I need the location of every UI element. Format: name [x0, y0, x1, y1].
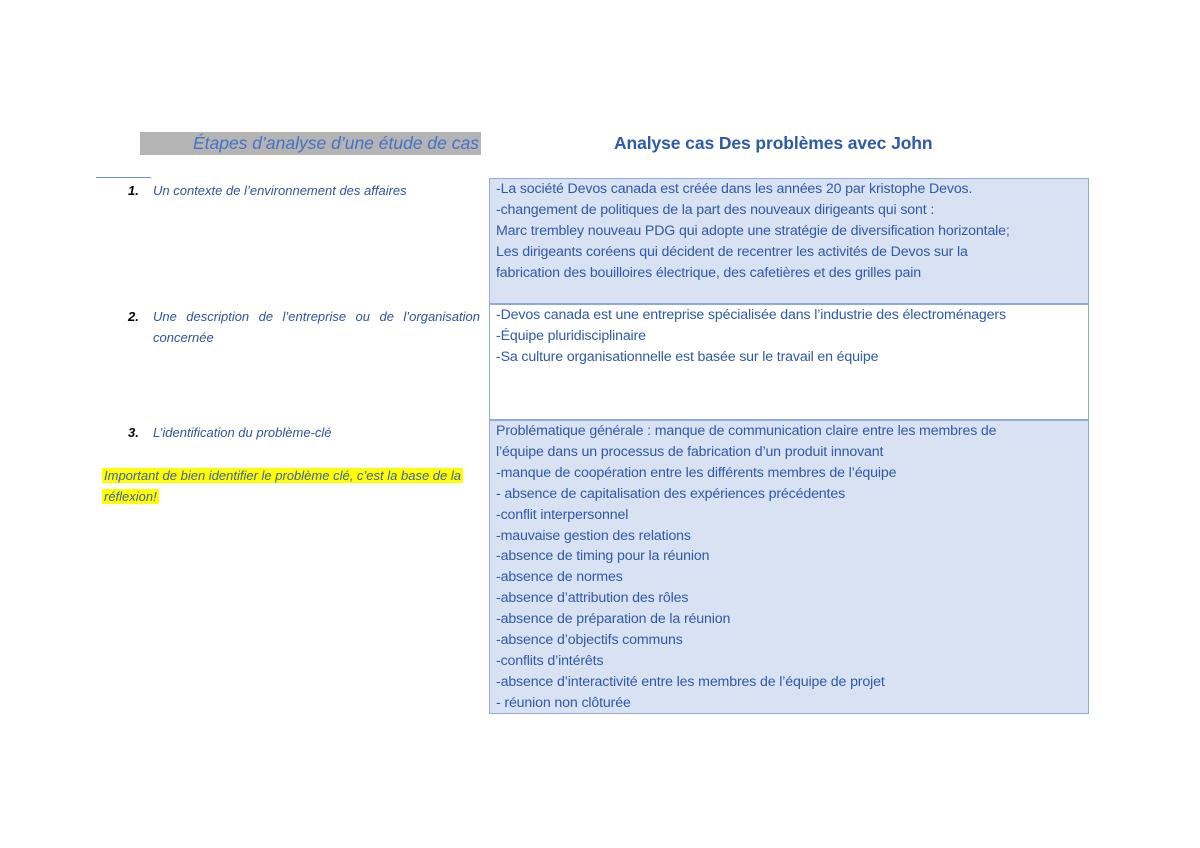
cell-line: -absence de timing pour la réunion: [496, 548, 710, 565]
cell-line: Marc trembley nouveau PDG qui adopte une stratégie de diversification horizontale;: [496, 222, 1010, 239]
step-3-number: 3.: [128, 425, 139, 440]
cell-line: -absence d’objectifs communs: [496, 632, 683, 649]
cell-line: -conflit interpersonnel: [496, 506, 629, 523]
cell-line: -manque de coopération entre les différents membres de l’équipe: [496, 464, 897, 481]
divider-line: [96, 177, 151, 178]
cell-line: fabrication des bouilloires électrique, des cafetières et des grilles pain: [496, 264, 922, 281]
cell-line: -Devos canada est une entreprise spécialisée dans l’industrie des électroménagers: [496, 307, 1006, 323]
cell-line: - absence de capitalisation des expériences précédentes: [496, 485, 846, 502]
cell-line: -absence de normes: [496, 569, 623, 586]
cell-line: -changement de politiques de la part des nouveaux dirigeants qui sont :: [496, 201, 935, 218]
step-1-text: Un contexte de l’environnement des affaires: [153, 183, 407, 198]
right-column-title: Analyse cas Des problèmes avec John: [614, 133, 933, 153]
cell-line: Problématique générale : manque de communication claire entre les membres de: [496, 423, 997, 439]
left-column-title: Étapes d’analyse d’une étude de cas: [140, 132, 481, 155]
cell-line: l’équipe dans un processus de fabrication d’un produit innovant: [496, 443, 884, 460]
step-2-text: Une description de l’entreprise ou de l’organisation concernée: [153, 309, 480, 345]
cell-line: -La société Devos canada est créée dans les années 20 par kristophe Devos.: [496, 181, 973, 197]
cell-line: -Équipe pluridisciplinaire: [496, 327, 646, 344]
step-2-number: 2.: [128, 309, 139, 324]
cell-line: -Sa culture organisationnelle est basée sur le travail en équipe: [496, 348, 879, 365]
analysis-cell-description: [489, 304, 1089, 420]
cell-line: -conflits d’intérêts: [496, 652, 604, 669]
cell-line: -mauvaise gestion des relations: [496, 527, 691, 544]
cell-line: -absence d’interactivité entre les membres de l’équipe de projet: [496, 673, 885, 690]
cell-line: Les dirigeants coréens qui décident de recentrer les activités de Devos sur la: [496, 243, 968, 260]
cell-line: -absence de préparation de la réunion: [496, 611, 731, 628]
cell-line: - réunion non clôturée: [496, 694, 631, 711]
analysis-cell-context: [489, 178, 1089, 304]
cell-line: -absence d’attribution des rôles: [496, 590, 689, 607]
step-1-number: 1.: [128, 183, 139, 198]
analysis-cell-problem: [489, 420, 1089, 714]
step-3-text: L’identification du problème-clé: [153, 425, 332, 440]
important-note-text: Important de bien identifier le problème clé, c’est la base de la réflexion!: [104, 468, 461, 504]
important-note: [102, 465, 463, 507]
